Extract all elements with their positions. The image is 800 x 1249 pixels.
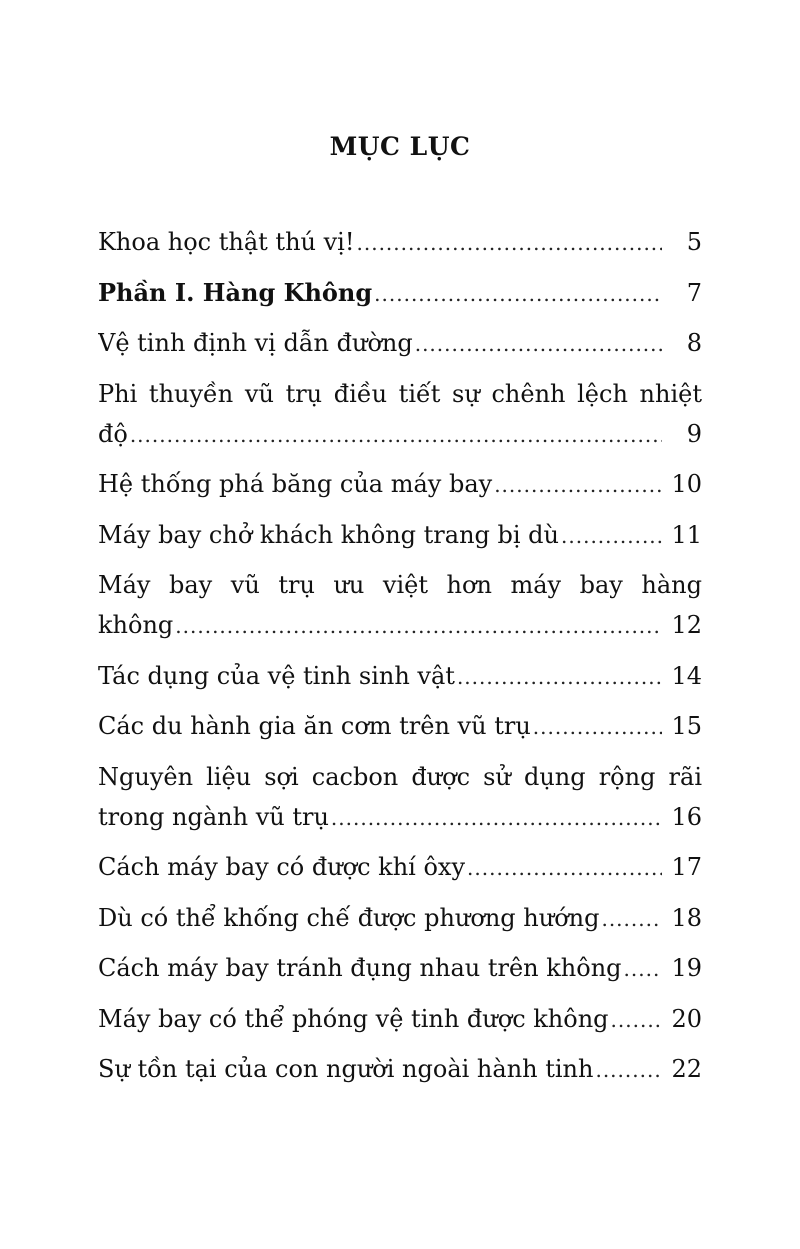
toc-entry-line: [98, 1049, 702, 1089]
toc-page-number: 18: [671, 903, 702, 932]
toc-entry-line: [98, 999, 702, 1039]
toc-page-number: 11: [671, 520, 702, 549]
toc-entry-title: Vệ tinh định vị dẫn đường: [98, 329, 413, 357]
toc-entry-line: [98, 222, 702, 262]
toc-entry-line: [98, 374, 702, 414]
toc-entry-line: [98, 515, 702, 555]
dot-leader: [533, 707, 662, 746]
toc-entry-title: Cách máy bay có được khí ôxy: [98, 853, 466, 881]
toc-page-number: 9: [686, 419, 702, 448]
dot-leader: [175, 606, 662, 645]
toc-entry: [98, 948, 702, 988]
dot-leader: [624, 949, 662, 988]
dot-leader: [494, 465, 662, 504]
toc-entry-title: Máy bay vũ trụ ưu việt hơn máy bay hàng: [98, 571, 702, 599]
dot-leader: [331, 798, 662, 837]
toc-entry-line: [98, 898, 702, 938]
toc-entry-line: [98, 656, 702, 696]
toc-entry-title: Máy bay chở khách không trang bị dù: [98, 520, 560, 549]
dot-leader: [611, 1000, 662, 1039]
toc-entry-title: trong ngành vũ trụ: [98, 802, 329, 831]
dot-leader: [457, 657, 662, 696]
toc-page-number: 7: [686, 278, 702, 307]
toc-entry-title: không: [98, 611, 174, 639]
toc-page-number: 5: [686, 228, 702, 256]
toc-entry-title: Tác dụng của vệ tinh sinh vật: [98, 661, 455, 690]
toc-entry-title: Máy bay có thể phóng vệ tinh được không: [98, 1004, 609, 1033]
toc-page-number: 16: [671, 802, 702, 831]
toc-entry-line: [98, 757, 702, 797]
toc-entry-title: Sự tồn tại của con người ngoài hành tinh: [98, 1055, 594, 1083]
toc-entry-line: [98, 847, 702, 887]
toc-entry: [98, 757, 702, 837]
toc-entry-title: độ: [98, 419, 128, 448]
toc-entry: [98, 656, 702, 696]
toc-entry: [98, 706, 702, 746]
toc-entry-title: Nguyên liệu sợi cacbon được sử dụng rộng rãi: [98, 762, 702, 791]
toc-page-number: 22: [671, 1055, 702, 1083]
toc-page-number: 12: [671, 611, 702, 639]
toc-entry-line: [98, 706, 702, 746]
toc-entry: [98, 323, 702, 363]
toc-entry: [98, 374, 702, 454]
toc-page-number: 20: [671, 1004, 702, 1033]
toc-entry: [98, 273, 702, 313]
toc-entry-title: Các du hành gia ăn cơm trên vũ trụ: [98, 712, 531, 740]
toc-entry: [98, 565, 702, 645]
toc-entry-title: Cách máy bay tránh đụng nhau trên không: [98, 954, 622, 982]
dot-leader: [130, 415, 662, 454]
toc-page-number: 14: [671, 661, 702, 690]
toc-entry-line: [98, 948, 702, 988]
toc-page-number: 17: [671, 853, 702, 881]
toc-entry-line: [98, 273, 702, 313]
toc-entry: [98, 1049, 702, 1089]
table-of-contents: [98, 222, 702, 1100]
toc-entry: [98, 898, 702, 938]
toc-entry-line: [98, 797, 702, 837]
dot-leader: [374, 274, 662, 313]
toc-entry: [98, 515, 702, 555]
toc-entry: [98, 222, 702, 262]
toc-entry-title: Hệ thống phá băng của máy bay: [98, 470, 493, 498]
dot-leader: [601, 899, 662, 938]
toc-entry-title: Khoa học thật thú vị!: [98, 228, 355, 256]
toc-entry-line: [98, 414, 702, 454]
toc-entry: [98, 847, 702, 887]
dot-leader: [561, 516, 662, 555]
toc-entry-line: [98, 565, 702, 605]
toc-page-number: 19: [671, 954, 702, 982]
toc-entry: [98, 464, 702, 504]
toc-page-number: 8: [686, 329, 702, 357]
toc-entry-line: [98, 605, 702, 645]
toc-entry-line: [98, 464, 702, 504]
toc-entry: [98, 999, 702, 1039]
toc-entry-title: Phi thuyền vũ trụ điều tiết sự chênh lệch nhiệt: [98, 379, 702, 408]
toc-page-number: 15: [671, 712, 702, 740]
dot-leader: [357, 223, 663, 262]
toc-entry-line: [98, 323, 702, 363]
dot-leader: [595, 1050, 662, 1089]
toc-page-number: 10: [671, 470, 702, 498]
dot-leader: [415, 324, 662, 363]
toc-entry-title: Phần I. Hàng Không: [98, 277, 373, 307]
page-title: MỤC LỤC: [329, 132, 471, 161]
toc-entry-title: Dù có thể khống chế được phương hướng: [98, 903, 600, 932]
dot-leader: [467, 848, 662, 887]
